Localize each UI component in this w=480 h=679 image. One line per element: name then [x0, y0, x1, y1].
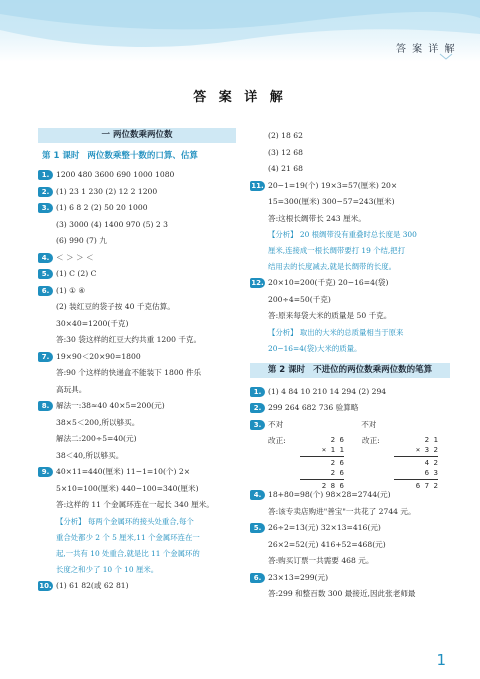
correction-area: [250, 433, 450, 490]
answer-text: 23×13=299(元): [268, 572, 329, 582]
question-number: 10.: [39, 581, 52, 590]
answer-3: [38, 200, 236, 217]
answer-text: 20−1=19(个) 19×3=57(厘米) 20×: [268, 180, 398, 190]
practice-6-line-2: 答:299 和整百数 300 最接近,因此张老师最: [268, 589, 416, 598]
lesson-2-title: 不进位的两位数乘两位数的笔算: [313, 364, 433, 375]
answer-12: [250, 275, 450, 292]
answer-text: 40×11=440(厘米) 11−1=10(个) 2×: [56, 467, 191, 476]
verdict-1: 不对: [268, 419, 284, 429]
header-band: [0, 0, 480, 62]
page-number: 1: [436, 651, 446, 669]
practice-5: [250, 520, 450, 537]
answer-text: 299 264 682 736 验算略: [268, 403, 359, 412]
practice-1: [250, 384, 450, 401]
question-number: 3.: [250, 420, 265, 430]
answer-3-line-3: (6) 990 (7) 九: [56, 236, 107, 245]
mult-line: 2 6: [330, 468, 344, 477]
multiplication-2: [394, 435, 438, 491]
lesson-1-title: 两位数乘整十数的口算、估算: [87, 151, 198, 161]
practice-2: [250, 400, 450, 417]
practice-5-line-2: 26×2=52(元) 416+52=468(元): [268, 539, 386, 549]
answer-6-line-2: (2) 装红豆的袋子按 40 千克估算。: [56, 302, 175, 311]
question-number: 1.: [250, 387, 265, 397]
answer-8-line-3: 解法二:200÷5=40(元): [56, 434, 137, 443]
question-number: 5.: [250, 523, 265, 533]
mult-line: × 3 2: [415, 445, 438, 454]
analysis-9-line-1: 【分析】 每两个金属环的接头处重合,每个: [56, 516, 194, 526]
correction-label-1: 改正:: [268, 436, 286, 445]
analysis-9-line-4: 长度之和少了 10 个 10 厘米。: [56, 564, 159, 574]
unit-heading: 一 两位数乘两位数: [38, 128, 236, 143]
practice-4: [250, 487, 450, 504]
answer-text: (1) 23 1 230 (2) 12 2 1200: [56, 186, 158, 196]
answer-text: (1) ① ④: [56, 285, 86, 295]
answer-text: 20×10=200(千克) 20−16=4(袋): [268, 278, 389, 287]
answer-9-line-2: 5×10=100(厘米) 440−100=340(厘米): [56, 483, 199, 493]
right-column: [250, 128, 450, 603]
answer-text: 26÷2=13(元) 32×13=416(元): [268, 523, 381, 532]
answer-5: [38, 266, 236, 283]
mult-line: 6 7 2: [415, 481, 438, 490]
answer-4: [38, 250, 236, 267]
lesson-1-heading: [42, 149, 236, 161]
answer-11: [250, 178, 450, 195]
answer-2: [38, 184, 236, 201]
mult-line: 2 6: [330, 435, 344, 444]
question-number: 9.: [38, 467, 53, 477]
answer-text: ＜ ＞ ＞ ＜: [56, 252, 94, 262]
page-title: 答 案 详 解: [193, 90, 287, 105]
question-number: 11.: [251, 181, 264, 190]
answer-10: [38, 578, 236, 595]
multiplication-1: [300, 435, 344, 491]
answer-8: [38, 398, 236, 415]
mult-line: × 1 1: [321, 445, 344, 454]
question-number: 12.: [251, 279, 264, 287]
question-number: 1.: [38, 170, 53, 180]
answer-10-line-4: (4) 21 68: [268, 164, 303, 173]
correction-label-2: 改正:: [362, 436, 380, 445]
running-head: 答 案 详 解: [395, 44, 456, 55]
answer-11-line-3: 答:这根长绸带长 243 厘米。: [268, 213, 366, 223]
question-number: 8.: [38, 401, 53, 411]
practice-6: [250, 570, 450, 587]
answer-text: 解法一:38≈40 40×5=200(元): [56, 401, 165, 410]
lesson-2-heading: [250, 363, 450, 378]
answer-6-line-3: 30×40=1200(千克): [56, 318, 129, 328]
practice-3: [250, 417, 450, 434]
answer-10-line-3: (3) 12 68: [268, 147, 303, 157]
answer-text: 19×90＜20×90=1800: [56, 351, 141, 361]
mult-line: 6 3: [424, 468, 438, 477]
analysis-11-line-3: 结用去的长度减去,就是长绸带的长度。: [268, 262, 396, 271]
answer-7-line-2: 答:90 个这样的快递盒不能装下 1800 件乐: [56, 368, 202, 377]
question-number: 5.: [38, 269, 53, 279]
mult-rule: [300, 479, 344, 480]
mult-line: 2 1: [424, 435, 438, 444]
mult-line: 4 2: [424, 458, 438, 467]
answer-6-line-4: 答:30 袋这样的红豆大约共重 1200 千克。: [56, 335, 202, 344]
mult-rule: [394, 456, 438, 457]
question-number: 7.: [38, 352, 53, 362]
answer-6: [38, 283, 236, 300]
answer-3-line-2: (3) 3000 (4) 1400 970 (5) 2 3: [56, 219, 168, 229]
answer-text: (1) 6 8 2 (2) 50 20 1000: [56, 203, 148, 212]
analysis-12-line-1: 【分析】 取出的大米的总质量相当于原来: [268, 327, 404, 337]
analysis-9-line-2: 重合处都少 2 个 5 厘米,11 个金属环连在一: [56, 532, 200, 542]
question-number: 2.: [38, 187, 53, 197]
answer-12-line-3: 答:原来每袋大米的质量是 50 千克。: [268, 311, 392, 320]
practice-4-line-2: 答:该专卖店购进"善宝"一共花了 2744 元。: [268, 506, 416, 516]
answer-text: 18+80=98(个) 98×28=2744(元): [268, 490, 391, 499]
lesson-2-label: 第 2 课时: [267, 364, 306, 375]
answer-8-line-2: 38×5＜200,所以够买。: [56, 417, 140, 427]
question-number: 6.: [250, 573, 265, 583]
practice-5-line-3: 答:购买订票一共需要 468 元。: [268, 556, 374, 565]
answer-text: (1) C (2) C: [56, 269, 97, 278]
question-number: 6.: [38, 286, 53, 296]
answer-11-line-2: 15=300(厘米) 300−57=243(厘米): [268, 197, 395, 206]
answer-text: (1) 61 82(或 62 81): [56, 580, 129, 590]
mult-line: 2 8 6: [321, 481, 344, 490]
answer-12-line-2: 200÷4=50(千克): [268, 294, 331, 304]
analysis-11-line-2: 厘米,连接成一根长绸带要打 19 个结,把打: [268, 246, 406, 255]
question-number: 4.: [250, 490, 265, 500]
answer-text: 1200 480 3600 690 1000 1080: [56, 170, 175, 179]
analysis-9-line-3: 起,一共有 10 处重合,就是比 11 个金属环的: [56, 548, 200, 558]
question-number: 4.: [38, 253, 53, 263]
analysis-11-line-1: 【分析】 20 根绸带没有重叠时总长度是 300: [268, 230, 417, 239]
mult-rule: [394, 479, 438, 480]
mult-rule: [300, 456, 344, 457]
analysis-12-line-2: 20−16=4(袋)大米的质量。: [268, 343, 362, 353]
question-number: 2.: [250, 403, 265, 413]
answer-9-line-3: 答:这样的 11 个金属环连在一起长 340 厘米。: [56, 500, 214, 509]
answer-text: (1) 4 84 10 210 14 294 (2) 294: [268, 386, 387, 396]
left-column: [38, 128, 236, 594]
answer-9: [38, 464, 236, 481]
mult-line: 2 6: [330, 458, 344, 467]
answer-7-line-3: 高玩具。: [56, 384, 87, 394]
answer-10-line-2: (2) 18 62: [268, 131, 303, 140]
verdict-2: 不对: [361, 419, 377, 429]
answer-7: [38, 349, 236, 366]
lesson-1-label: 第 1 课时: [42, 151, 80, 161]
answer-8-line-4: 38＜40,所以够买。: [56, 450, 124, 460]
answer-1: [38, 167, 236, 184]
question-number: 3.: [38, 203, 53, 213]
